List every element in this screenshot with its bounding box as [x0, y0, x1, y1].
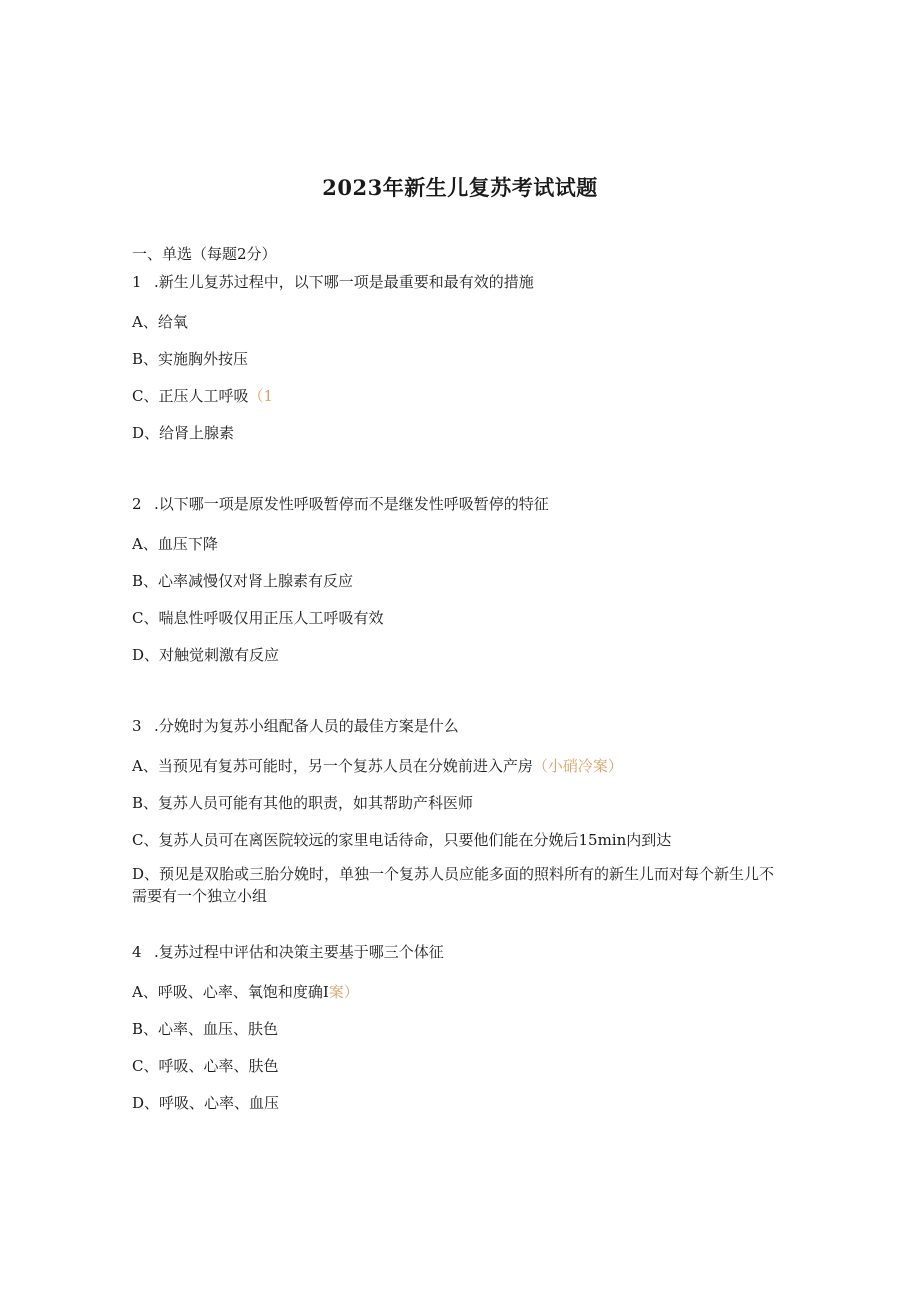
section-heading: 一、单选（每题2分）	[132, 245, 277, 263]
option-c	[132, 829, 782, 851]
option-b	[132, 570, 782, 592]
question-number: 3	[132, 717, 142, 735]
page-title: 2023年新生儿复苏考试试题	[322, 175, 598, 200]
option-d	[132, 422, 782, 444]
question-stem	[132, 941, 782, 963]
question-number: 1	[132, 273, 142, 291]
option-d	[132, 1092, 782, 1114]
question-stem	[132, 493, 782, 515]
option-text: A、血压下降	[132, 535, 218, 553]
option-a	[132, 311, 782, 333]
option-text: B、实施胸外按压	[132, 350, 249, 368]
option-b	[132, 792, 782, 814]
question-2	[132, 493, 782, 666]
option-text: A、给氧	[132, 313, 188, 331]
answer-mark: （1	[248, 387, 274, 405]
question-number: 2	[132, 495, 142, 513]
option-text: C、正压人工呼吸	[132, 387, 249, 405]
option-text: D、给肾上腺素	[132, 424, 235, 442]
option-d	[132, 863, 782, 907]
question-text: .以下哪一项是原发性呼吸暂停而不是继发性呼吸暂停的特征	[154, 495, 549, 513]
question-text: .复苏过程中评估和决策主要基于哪三个体征	[154, 943, 444, 961]
option-text: A、当预见有复苏可能时，另一个复苏人员在分娩前进入产房	[132, 757, 533, 775]
option-b	[132, 348, 782, 370]
answer-mark: （小硝冷案）	[532, 757, 623, 775]
question-number: 4	[132, 943, 142, 961]
option-c	[132, 607, 782, 629]
question-stem	[132, 271, 782, 293]
option-text: C、喘息性呼吸仅用正压人工呼吸有效	[132, 609, 384, 627]
option-c	[132, 385, 782, 407]
option-text: C、呼吸、心率、肤色	[132, 1057, 279, 1075]
option-c	[132, 1055, 782, 1077]
option-a	[132, 981, 782, 1003]
question-3	[132, 715, 782, 907]
option-a	[132, 755, 782, 777]
option-text: C、复苏人员可在离医院较远的家里电话待命，只要他们能在分娩后15min内到达	[132, 831, 672, 849]
question-text: .新生儿复苏过程中，以下哪一项是最重要和最有效的措施	[154, 273, 534, 291]
option-text: B、心率减慢仅对肾上腺素有反应	[132, 572, 354, 590]
option-b	[132, 1018, 782, 1040]
option-text: D、呼吸、心率、血压	[132, 1094, 280, 1112]
answer-mark: 案）	[328, 983, 359, 1001]
option-text: D、对触觉刺激有反应	[132, 646, 280, 664]
option-d	[132, 644, 782, 666]
question-1	[132, 271, 782, 444]
option-text: B、复苏人员可能有其他的职责，如其帮助产科医师	[132, 794, 474, 812]
option-text: A、呼吸、心率、氧饱和度确I	[132, 983, 329, 1001]
option-text: B、心率、血压、肤色	[132, 1020, 279, 1038]
option-a	[132, 533, 782, 555]
question-stem	[132, 715, 782, 737]
question-4	[132, 941, 782, 1114]
option-text: D、预见是双胎或三胎分娩时，单独一个复苏人员应能多面的照料所有的新生儿而对每个新生儿不需要有一个独立小组	[132, 865, 775, 905]
question-text: .分娩时为复苏小组配备人员的最佳方案是什么	[154, 717, 459, 735]
